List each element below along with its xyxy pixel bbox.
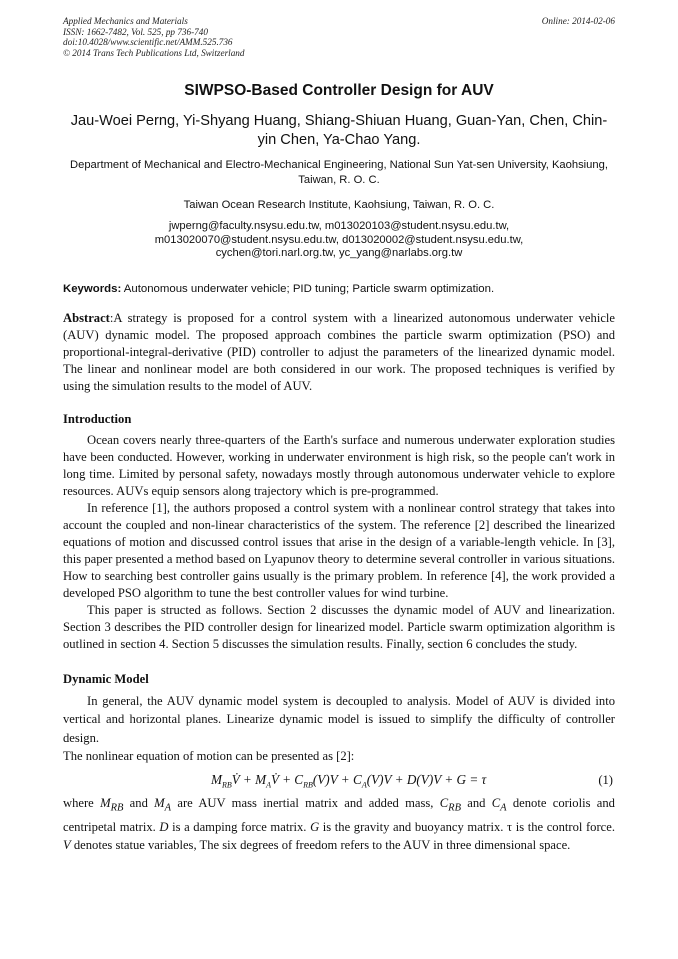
- equation-number: (1): [598, 772, 613, 787]
- keywords-text: Autonomous underwater vehicle; PID tuning; Particle swarm optimization.: [121, 282, 495, 295]
- issn-line: ISSN: 1662-7482, Vol. 525, pp 736-740: [63, 26, 208, 37]
- email-line: cychen@tori.narl.org.tw, yc_yang@narlabs.org.tw: [215, 247, 463, 260]
- dynamic-model-paragraph-1: In general, the AUV dynamic model system is decoupled to analysis. Model of AUV is divided into vertical and horizontal planes. Linearize dynamic model is issued to simplify the difficulty of controller design.: [63, 693, 615, 745]
- affiliation-1: Department of Mechanical and Electro-Mechanical Engineering, National Sun Yat-sen University, Kaohsiung, Taiwan, R. O. C.: [70, 159, 608, 186]
- section-heading-dynamic-model: Dynamic Model: [63, 671, 149, 686]
- dynamic-model-paragraph-2: The nonlinear equation of motion can be presented as [2]:: [63, 749, 355, 764]
- doi-line: doi:10.4028/www.scientific.net/AMM.525.736: [63, 37, 233, 48]
- journal-header: [63, 16, 615, 58]
- email-line: jwperng@faculty.nsysu.edu.tw, m013020103@student.nsysu.edu.tw,: [168, 220, 510, 233]
- copyright-line: © 2014 Trans Tech Publications Ltd, Switzerland: [63, 47, 245, 58]
- dynamic-model-section: [63, 671, 615, 855]
- intro-paragraph-3: This paper is structed as follows. Section 2 discusses the dynamic model of AUV and linearization. Section 3 describes the PID controller design for linearized model. Particle swarm optimization algorithm is outlined in section 4. Section 5 discusses the simulation results. Finally, section 6 concludes the study.: [63, 602, 615, 651]
- dynamic-model-paragraph-3: where $M_{RB}$ and $M_A$ are AUV mass inertial matrix and added mass, $C_{RB}$ and $C_A$ denote coriolis and centripetal matrix. D is a damping force matrix. G is the gravity and buoyancy matrix. τ is the control force. V denotes statue variables, The six degrees of freedom refers to the AUV in three dimensional space.: [63, 795, 615, 853]
- affiliation-2: Taiwan Ocean Research Institute, Kaohsiung, Taiwan, R. O. C.: [183, 198, 495, 211]
- equation-1-math: $M_{RB}V̇$ + $M_AV̇ + C_{RB}(V)V + C_A(V)V + D(V)V + G = \tau$: [211, 771, 487, 790]
- keywords-label: Keywords:: [63, 282, 122, 295]
- email-block: [63, 220, 615, 261]
- paper-title: SIWPSO-Based Controller Design for AUV: [184, 82, 494, 100]
- intro-paragraph-1: Ocean covers nearly three-quarters of the Earth's surface and numerous underwater exploration studies have been conducted. However, working in underwater environment is high risk, so the people can't work in long time. Limited by personal safety, nowadays mostly through autonomous underwater vehicle to explore resources. AUVs equip sensors along trajectory which is pre-programmed.: [63, 432, 615, 498]
- intro-paragraph-2: In reference [1], the authors proposed a control system with a nonlinear control strategy that takes into account the coupled and non-linear characteristics of the system. The reference [2] described the linearized equations of motion and discussed control issues that arise in the design of a variable-length vehicle. In [3], this paper presented a method based on Lyapunov theory to determine several controller in various situations. How to searching best controller gains usually is the primary problem. In reference [4], the work provided a developed PSO algorithm to tune the best controller values for wind turbine.: [63, 500, 615, 600]
- paper-page: [63, 16, 615, 855]
- journal-name: Applied Mechanics and Materials: [63, 16, 188, 26]
- abstract-label: Abstract: [63, 310, 110, 325]
- email-line: m013020070@student.nsysu.edu.tw, d013020002@student.nsysu.edu.tw,: [154, 233, 524, 246]
- online-date: Online: 2014-02-06: [541, 16, 615, 26]
- section-heading-introduction: Introduction: [63, 411, 132, 426]
- abstract-text: :A strategy is proposed for a control system with a linearized autonomous underwater vehicle (AUV) dynamic model. The proposed approach combines the particle swarm optimization (PSO) and proportional-integral-derivative (PID) controller to adjust the parameters of the linearized dynamic model. The linear and nonlinear model are both considered in our work. The proposed techniques is verified by using the simulation results to the model of AUV.: [63, 310, 615, 393]
- keywords: [63, 283, 615, 295]
- abstract: [63, 310, 615, 395]
- author-list: Jau-Woei Perng, Yi-Shyang Huang, Shiang-Shiuan Huang, Guan-Yan, Chen, Chin-yin Chen, Ya-Chao Yang.: [70, 113, 608, 149]
- equation-1: [63, 769, 615, 793]
